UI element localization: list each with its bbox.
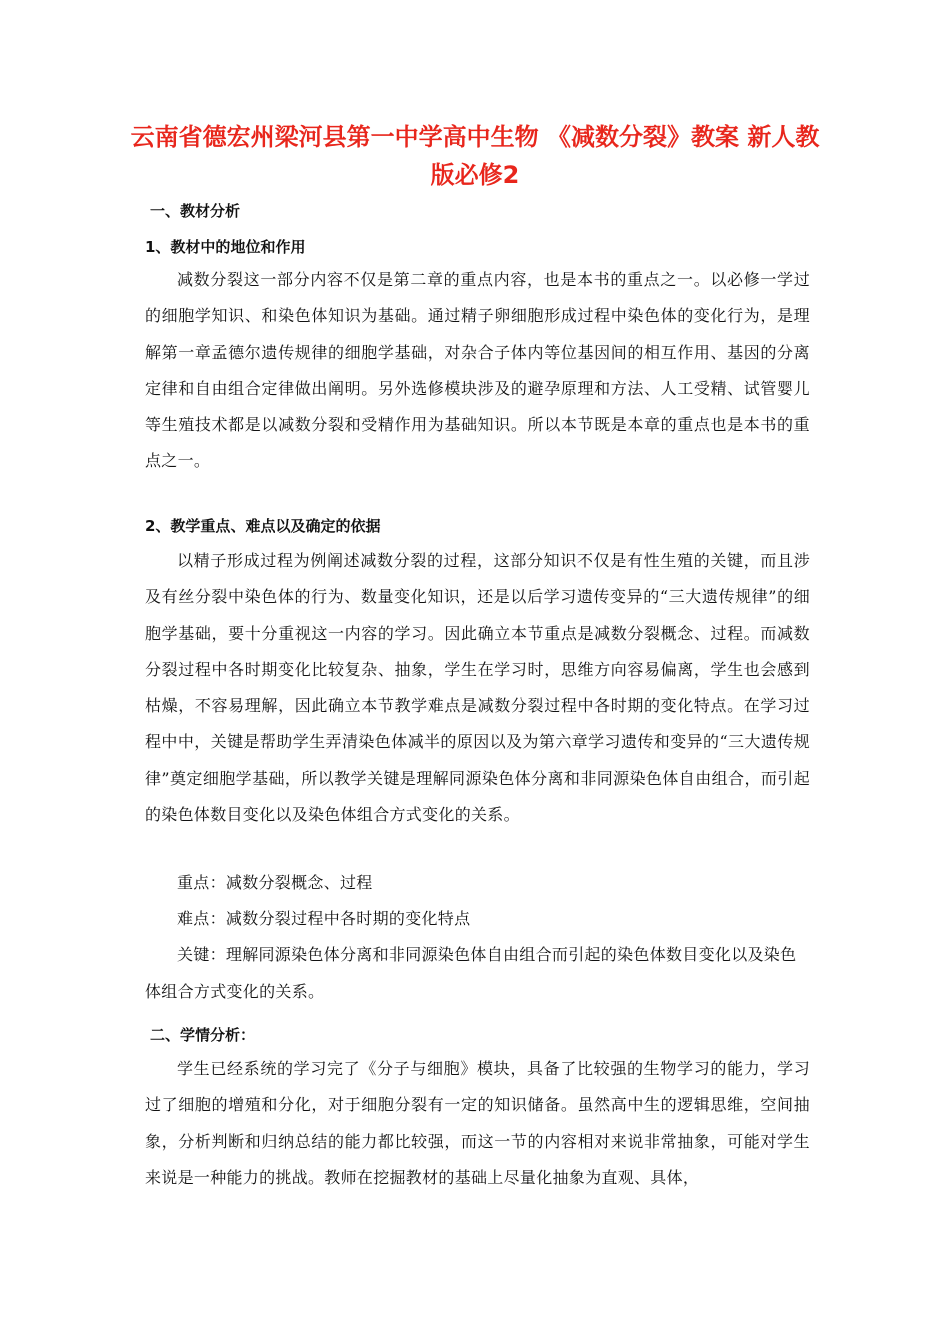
subheading-key-difficult-points: 2、教学重点、难点以及确定的依据 bbox=[145, 517, 381, 535]
difficulty-line: 难点：减数分裂过程中各时期的变化特点 bbox=[177, 909, 471, 928]
section-heading-textbook-analysis: 一、教材分析 bbox=[150, 202, 241, 220]
paragraph-position-and-role: 减数分裂这一部分内容不仅是第二章的重点内容，也是本书的重点之一。以必修一学过的细胞学知识、和染色体知识为基础。通过精子卵细胞形成过程中染色体的变化行为，是理解第一章孟德尔遗传规律的细胞学基础，对杂合子体内等位基因间的相互作用、基因的分离定律和自由组合定律做出阐明。另外选修模块涉及的避孕原理和方法、人工受精、试管婴儿等生殖技术都是以减数分裂和受精作用为基础知识。所以本节既是本章的重点也是本书的重点之一。 bbox=[145, 270, 810, 471]
paragraph-learner-analysis: 学生已经系统的学习完了《分子与细胞》模块，具备了比较强的生物学习的能力，学习过了细胞的增殖和分化，对于细胞分裂有一定的知识储备。虽然高中生的逻辑思维，空间抽象，分析判断和归纳总结的能力都比较强，而这一节的内容相对来说非常抽象，可能对学生来说是一种能力的挑战。教师在挖掘教材的基础上尽量化抽象为直观、具体， bbox=[145, 1059, 810, 1187]
section-heading-learner-analysis: 二、学情分析： bbox=[150, 1026, 256, 1044]
key-line: 关键：理解同源染色体分离和非同源染色体自由组合而引起的染色体数目变化以及染色体组合方式变化的关系。 bbox=[145, 945, 797, 1001]
subheading-position-and-role: 1、教材中的地位和作用 bbox=[145, 238, 306, 256]
title-line-1: 云南省德宏州梁河县第一中学高中生物 《减数分裂》教案 新人教 bbox=[130, 123, 820, 151]
key-point-line: 重点：减数分裂概念、过程 bbox=[177, 873, 373, 892]
title-line-2: 版必修2 bbox=[430, 161, 520, 189]
document-title bbox=[120, 118, 830, 194]
paragraph-key-difficult-points: 以精子形成过程为例阐述减数分裂的过程，这部分知识不仅是有性生殖的关键，而且涉及有丝分裂中染色体的行为、数量变化知识，还是以后学习遗传变异的“三大遗传规律”的细胞学基础，要十分重视这一内容的学习。因此确立本节重点是减数分裂概念、过程。而减数分裂过程中各时期变化比较复杂、抽象，学生在学习时，思维方向容易偏离，学生也会感到枯燥，不容易理解，因此确立本节教学难点是减数分裂过程中各时期的变化特点。在学习过程中中，关键是帮助学生弄清染色体减半的原因以及为第六章学习遗传和变异的“三大遗传规律”奠定细胞学基础，所以教学关键是理解同源染色体分离和非同源染色体自由组合，而引起的染色体数目变化以及染色体组合方式变化的关系。 bbox=[145, 551, 810, 825]
